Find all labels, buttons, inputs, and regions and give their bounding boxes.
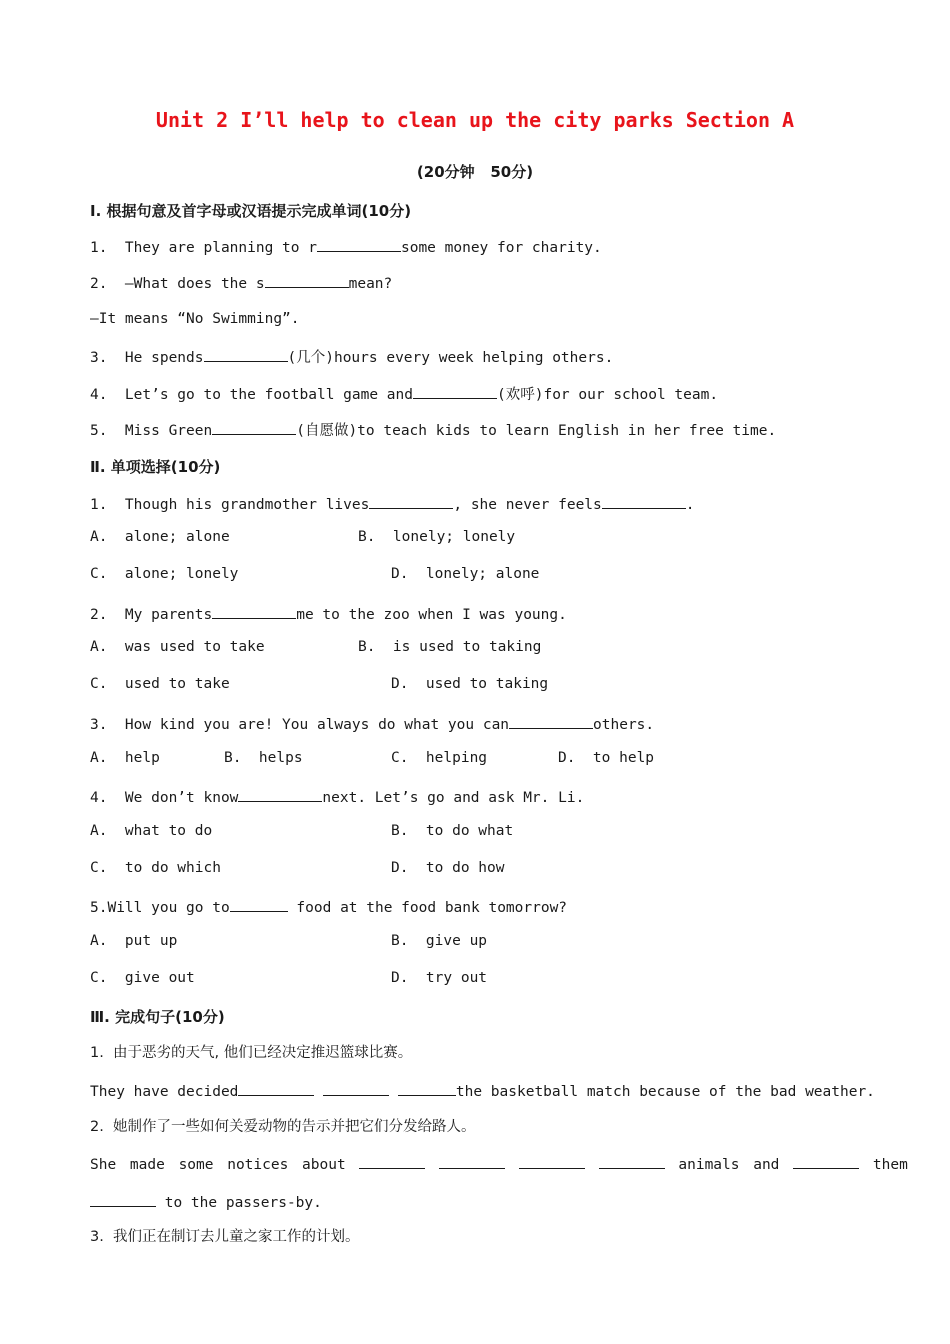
answer-blank[interactable] — [238, 786, 322, 802]
option-b[interactable]: B. helps — [224, 750, 303, 766]
part2-question-3: 3. How kind you are! You always do what you can others. — [90, 713, 654, 735]
part2-question-5: 5.Will you go to food at the food bank tomorrow? — [90, 896, 567, 918]
option-a[interactable]: A. help — [90, 750, 160, 766]
part1-question-2: 2. —What does the s mean? — [90, 272, 392, 294]
part1-heading: Ⅰ. 根据句意及首字母或汉语提示完成单词(10分) — [90, 202, 412, 220]
answer-blank[interactable] — [90, 1191, 156, 1207]
part3-question-2-continued: to the passers-by. — [90, 1191, 322, 1213]
answer-blank[interactable] — [793, 1153, 859, 1169]
part2-heading: Ⅱ. 单项选择(10分) — [90, 458, 221, 476]
part3-question-1-prompt: 1. 由于恶劣的天气, 他们已经决定推迟篮球比赛。 — [90, 1045, 413, 1061]
answer-blank[interactable] — [238, 1080, 314, 1096]
option-b[interactable]: B. is used to taking — [358, 639, 542, 655]
part1-question-2-answer: —It means “No Swimming”. — [90, 311, 300, 327]
answer-blank[interactable] — [369, 493, 453, 509]
option-b[interactable]: B. lonely; lonely — [358, 529, 516, 545]
answer-blank[interactable] — [519, 1153, 585, 1169]
option-d[interactable]: D. lonely; alone — [391, 566, 540, 582]
part2-question-1: 1. Though his grandmother lives , she never feels . — [90, 493, 695, 515]
option-a[interactable]: A. was used to take — [90, 639, 265, 655]
option-c[interactable]: C. used to take — [90, 676, 230, 692]
part1-question-3: 3. He spends (几个)hours every week helping others. — [90, 346, 613, 368]
option-a[interactable]: A. alone; alone — [90, 529, 230, 545]
page-title: Unit 2 I’ll help to clean up the city parks Section A — [155, 108, 795, 132]
answer-blank[interactable] — [398, 1080, 456, 1096]
option-a[interactable]: A. put up — [90, 933, 178, 949]
answer-blank[interactable] — [439, 1153, 505, 1169]
answer-blank[interactable] — [204, 346, 288, 362]
option-d[interactable]: D. used to taking — [391, 676, 549, 692]
answer-blank[interactable] — [323, 1080, 389, 1096]
answer-blank[interactable] — [413, 383, 497, 399]
part3-question-2: She made some notices about animals and them — [90, 1153, 908, 1175]
option-c[interactable]: C. helping — [391, 750, 488, 766]
part3-question-2-prompt: 2. 她制作了一些如何关爱动物的告示并把它们分发给路人。 — [90, 1119, 476, 1135]
option-b[interactable]: B. give up — [391, 933, 488, 949]
answer-blank[interactable] — [599, 1153, 665, 1169]
answer-blank[interactable] — [212, 603, 296, 619]
option-d[interactable]: D. to do how — [391, 860, 505, 876]
part3-question-3-prompt: 3. 我们正在制订去儿童之家工作的计划。 — [90, 1229, 360, 1245]
answer-blank[interactable] — [359, 1153, 425, 1169]
option-c[interactable]: C. to do which — [90, 860, 221, 876]
option-c[interactable]: C. give out — [90, 970, 195, 986]
answer-blank[interactable] — [265, 272, 349, 288]
option-d[interactable]: D. to help — [558, 750, 655, 766]
answer-blank[interactable] — [230, 896, 288, 912]
option-a[interactable]: A. what to do — [90, 823, 213, 839]
part2-question-4: 4. We don’t know next. Let’s go and ask Mr. Li. — [90, 786, 584, 808]
option-d[interactable]: D. try out — [391, 970, 488, 986]
part3-question-1: They have decided the basketball match because of the bad weather. — [90, 1080, 875, 1102]
part2-question-2: 2. My parents me to the zoo when I was young. — [90, 603, 567, 625]
answer-blank[interactable] — [509, 713, 593, 729]
part1-question-5: 5. Miss Green (自愿做)to teach kids to learn English in her free time. — [90, 419, 776, 441]
answer-blank[interactable] — [212, 419, 296, 435]
time-and-score: (20分钟 50分) — [416, 163, 534, 181]
option-b[interactable]: B. to do what — [391, 823, 514, 839]
option-c[interactable]: C. alone; lonely — [90, 566, 239, 582]
part3-heading: Ⅲ. 完成句子(10分) — [90, 1008, 225, 1026]
part1-question-4: 4. Let’s go to the football game and (欢呼)for our school team. — [90, 383, 718, 405]
part1-question-1: 1. They are planning to r some money for charity. — [90, 236, 602, 258]
answer-blank[interactable] — [602, 493, 686, 509]
answer-blank[interactable] — [317, 236, 401, 252]
